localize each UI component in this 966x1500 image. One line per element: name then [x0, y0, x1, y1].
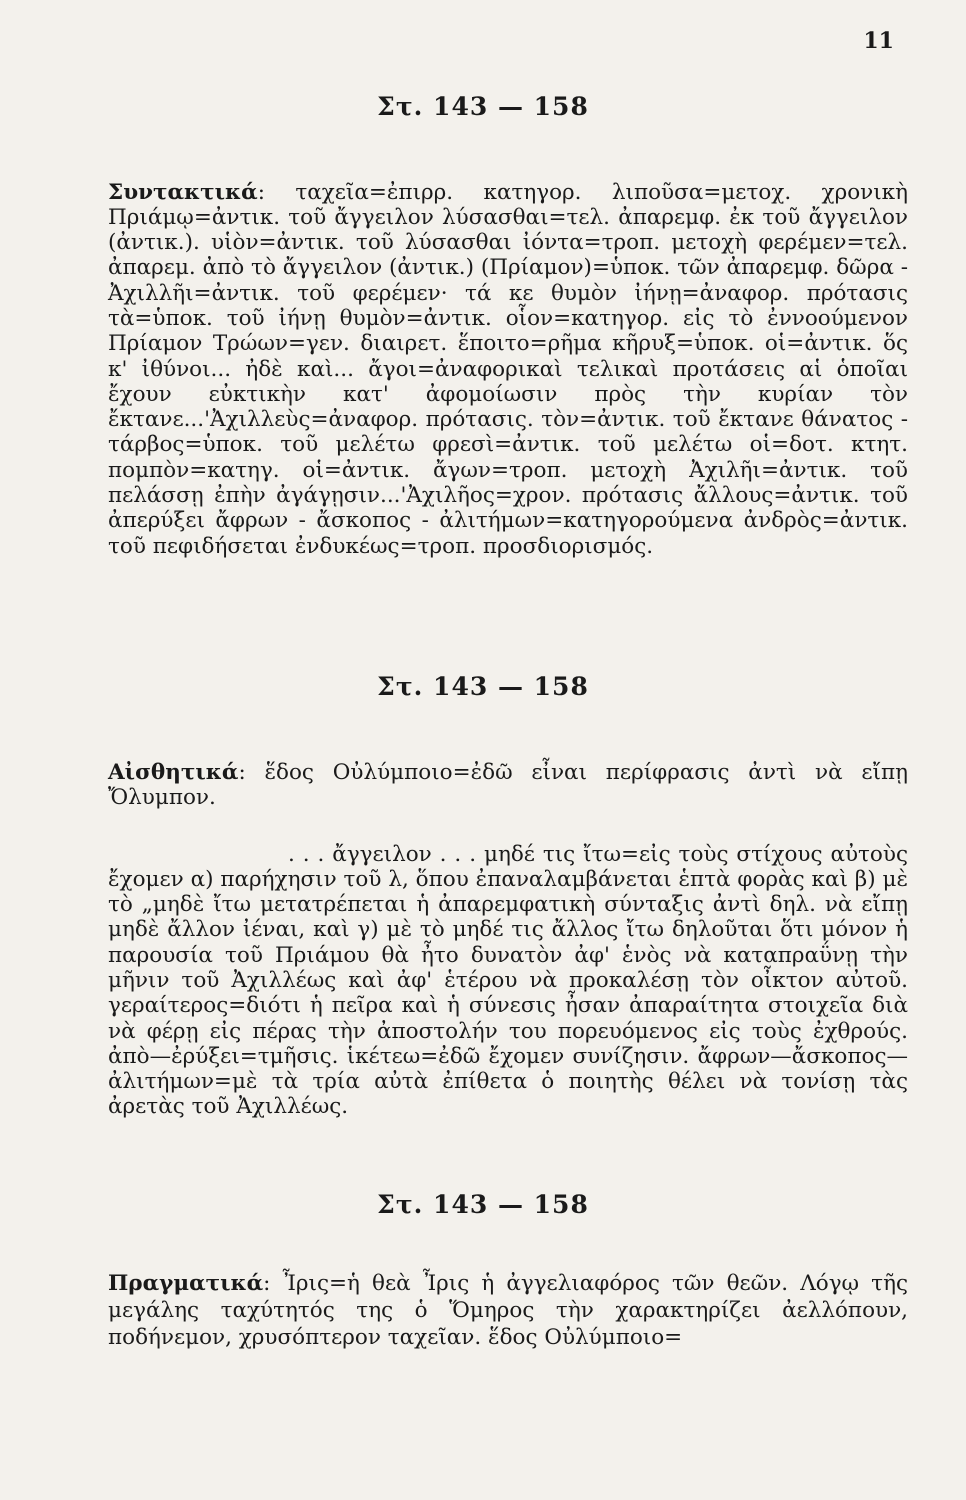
section-heading-pragmatic: Στ. 143 — 158 — [377, 1190, 589, 1219]
aesthetic-label: Αἰσθητικά — [108, 759, 239, 785]
section-heading-aesthetic: Στ. 143 — 158 — [377, 672, 589, 701]
page-number: 11 — [863, 28, 894, 54]
section-heading-syntax: Στ. 143 — 158 — [377, 92, 589, 121]
pragmatic-paragraph — [108, 1270, 908, 1351]
pragmatic-label: Πραγματικά — [108, 1270, 264, 1296]
aesthetic-text: : ἕδος Οὐλύμποιο=ἐδῶ εἶναι περίφρασις ἀντὶ νὰ εἴπῃ Ὄλυμπον. — [108, 759, 908, 810]
syntax-label: Συντακτικά — [108, 179, 258, 205]
syntax-text: : ταχεῖα=ἐπιρρ. κατηγορ. λιποῦσα=μετοχ. χρονικὴ Πριάμῳ=ἀντικ. τοῦ ἄγγειλον λύσασθαι=τελ. ἀπαρεμφ. ἐκ τοῦ ἄγγειλον (ἀντικ.). υἱὸν=ἀντικ. τοῦ λύσασθαι ἰόντα=τροπ. μετοχὴ φερέμεν=τελ. ἀπαρεμ. ἀπὸ τὸ ἄγγειλον (ἀντικ.) (Πρίαμον)=ὑποκ. τῶν ἀπαρεμφ. δῶρα - Ἀχιλλῆι=ἀντικ. τοῦ φερέμεν· τά κε θυμὸν ἰήνῃ=ἀναφορ. πρότασις τὰ=ὑποκ. τοῦ ἰήνῃ θυμὸν=ἀντικ. οἷον=κατηγορ. εἰς τὸ ἐννοούμενον Πρίαμον Τρώων=γεν. διαιρετ. ἕποιτο=ρῆμα κῆρυξ=ὑποκ. οἱ=ἀντικ. ὅς κ' ἰθύνοι... ἠδὲ καὶ... ἄγοι=ἀναφορικαὶ τελικαὶ προτάσεις αἱ ὁποῖαι ἔχουν εὐκτικὴν κατ' ἀφομοίωσιν πρὸς τὴν κυρίαν τὸν ἔκτανε...'Ἀχιλλεὺς=ἀναφορ. πρότασις. τὸν=ἀντικ. τοῦ ἔκτανε θάνατος - τάρβος=ὑποκ. τοῦ μελέτω φρεσὶ=ἀντικ. τοῦ μελέτω οἱ=δοτ. κτητ. πομπὸν=κατηγ. οἱ=ἀντικ. ἄγων=τροπ. μετοχὴ Ἀχιλῆι=ἀντικ. τοῦ πελάσσῃ ἐπὴν ἀγάγῃσιν...'Ἀχιλῆος=χρον. πρότασις ἄλλους=ἀντικ. τοῦ ἀπερύξει ἄφρων - ἄσκοπος - ἀλιτήμων=κατηγορούμενα ἀνδρὸς=ἀντικ. τοῦ πεφιδήσεται ἐνδυκέως=τροπ. προσδιορισμός. — [108, 179, 908, 559]
aesthetic-paragraph — [108, 760, 908, 811]
syntax-paragraph — [108, 180, 908, 559]
aesthetic-paragraph-2: . . . ἄγγειλον . . . μηδέ τις ἴτω=εἰς τοὺς στίχους αὐτοὺς ἔχομεν α) παρήχησιν τοῦ λ, ὅπου ἐπαναλαμβάνεται ἑπτὰ φορὰς καὶ β) μὲ τὸ „μηδὲ ἴτω μετατρέπεται ἡ ἀπαρεμφατικὴ σύνταξις ἀντὶ δηλ. νὰ εἴπῃ μηδὲ ἄλλον ἰέναι, καὶ γ) μὲ τὸ μηδέ τις ἄλλος ἴτω δηλοῦται ὅτι μόνον ἡ παρουσία τοῦ Πριάμου θὰ ἦτο δυνατὸν ἀφ' ἑνὸς νὰ καταπραΰνῃ τὴν μῆνιν τοῦ Ἀχιλλέως καὶ ἀφ' ἑτέρου νὰ προκαλέσῃ τὸν οἶκτον αὐτοῦ. γεραίτερος=διότι ἡ πεῖρα καὶ ἡ σύνεσις ἦσαν ἀπαραίτητα στοιχεῖα διὰ νὰ φέρῃ εἰς πέρας τὴν ἀποστολήν του πορευόμενος εἰς τοὺς ἐχθρούς. ἀπὸ—ἐρύξει=τμῆσις. ἱκέτεω=ἐδῶ ἔχομεν συνίζησιν. ἄφρων—ἄσκοπος—ἀλιτήμων=μὲ τὰ τρία αὐτὰ ἐπίθετα ὁ ποιητὴς θέλει νὰ τονίσῃ τὰς ἀρετὰς τοῦ Ἀχιλλέως. — [108, 841, 908, 1120]
pragmatic-text: : Ἶρις=ἡ θεὰ Ἶρις ἡ ἀγγελιαφόρος τῶν θεῶν. Λόγῳ τῆς μεγάλης ταχύτητός της ὁ Ὅμηρος τὴν χαρακτηρίζει ἀελλόπουν, ποδήνεμον, χρυσόπτερον ταχεῖαν. ἕδος Οὐλύμποιο= — [108, 1270, 908, 1350]
